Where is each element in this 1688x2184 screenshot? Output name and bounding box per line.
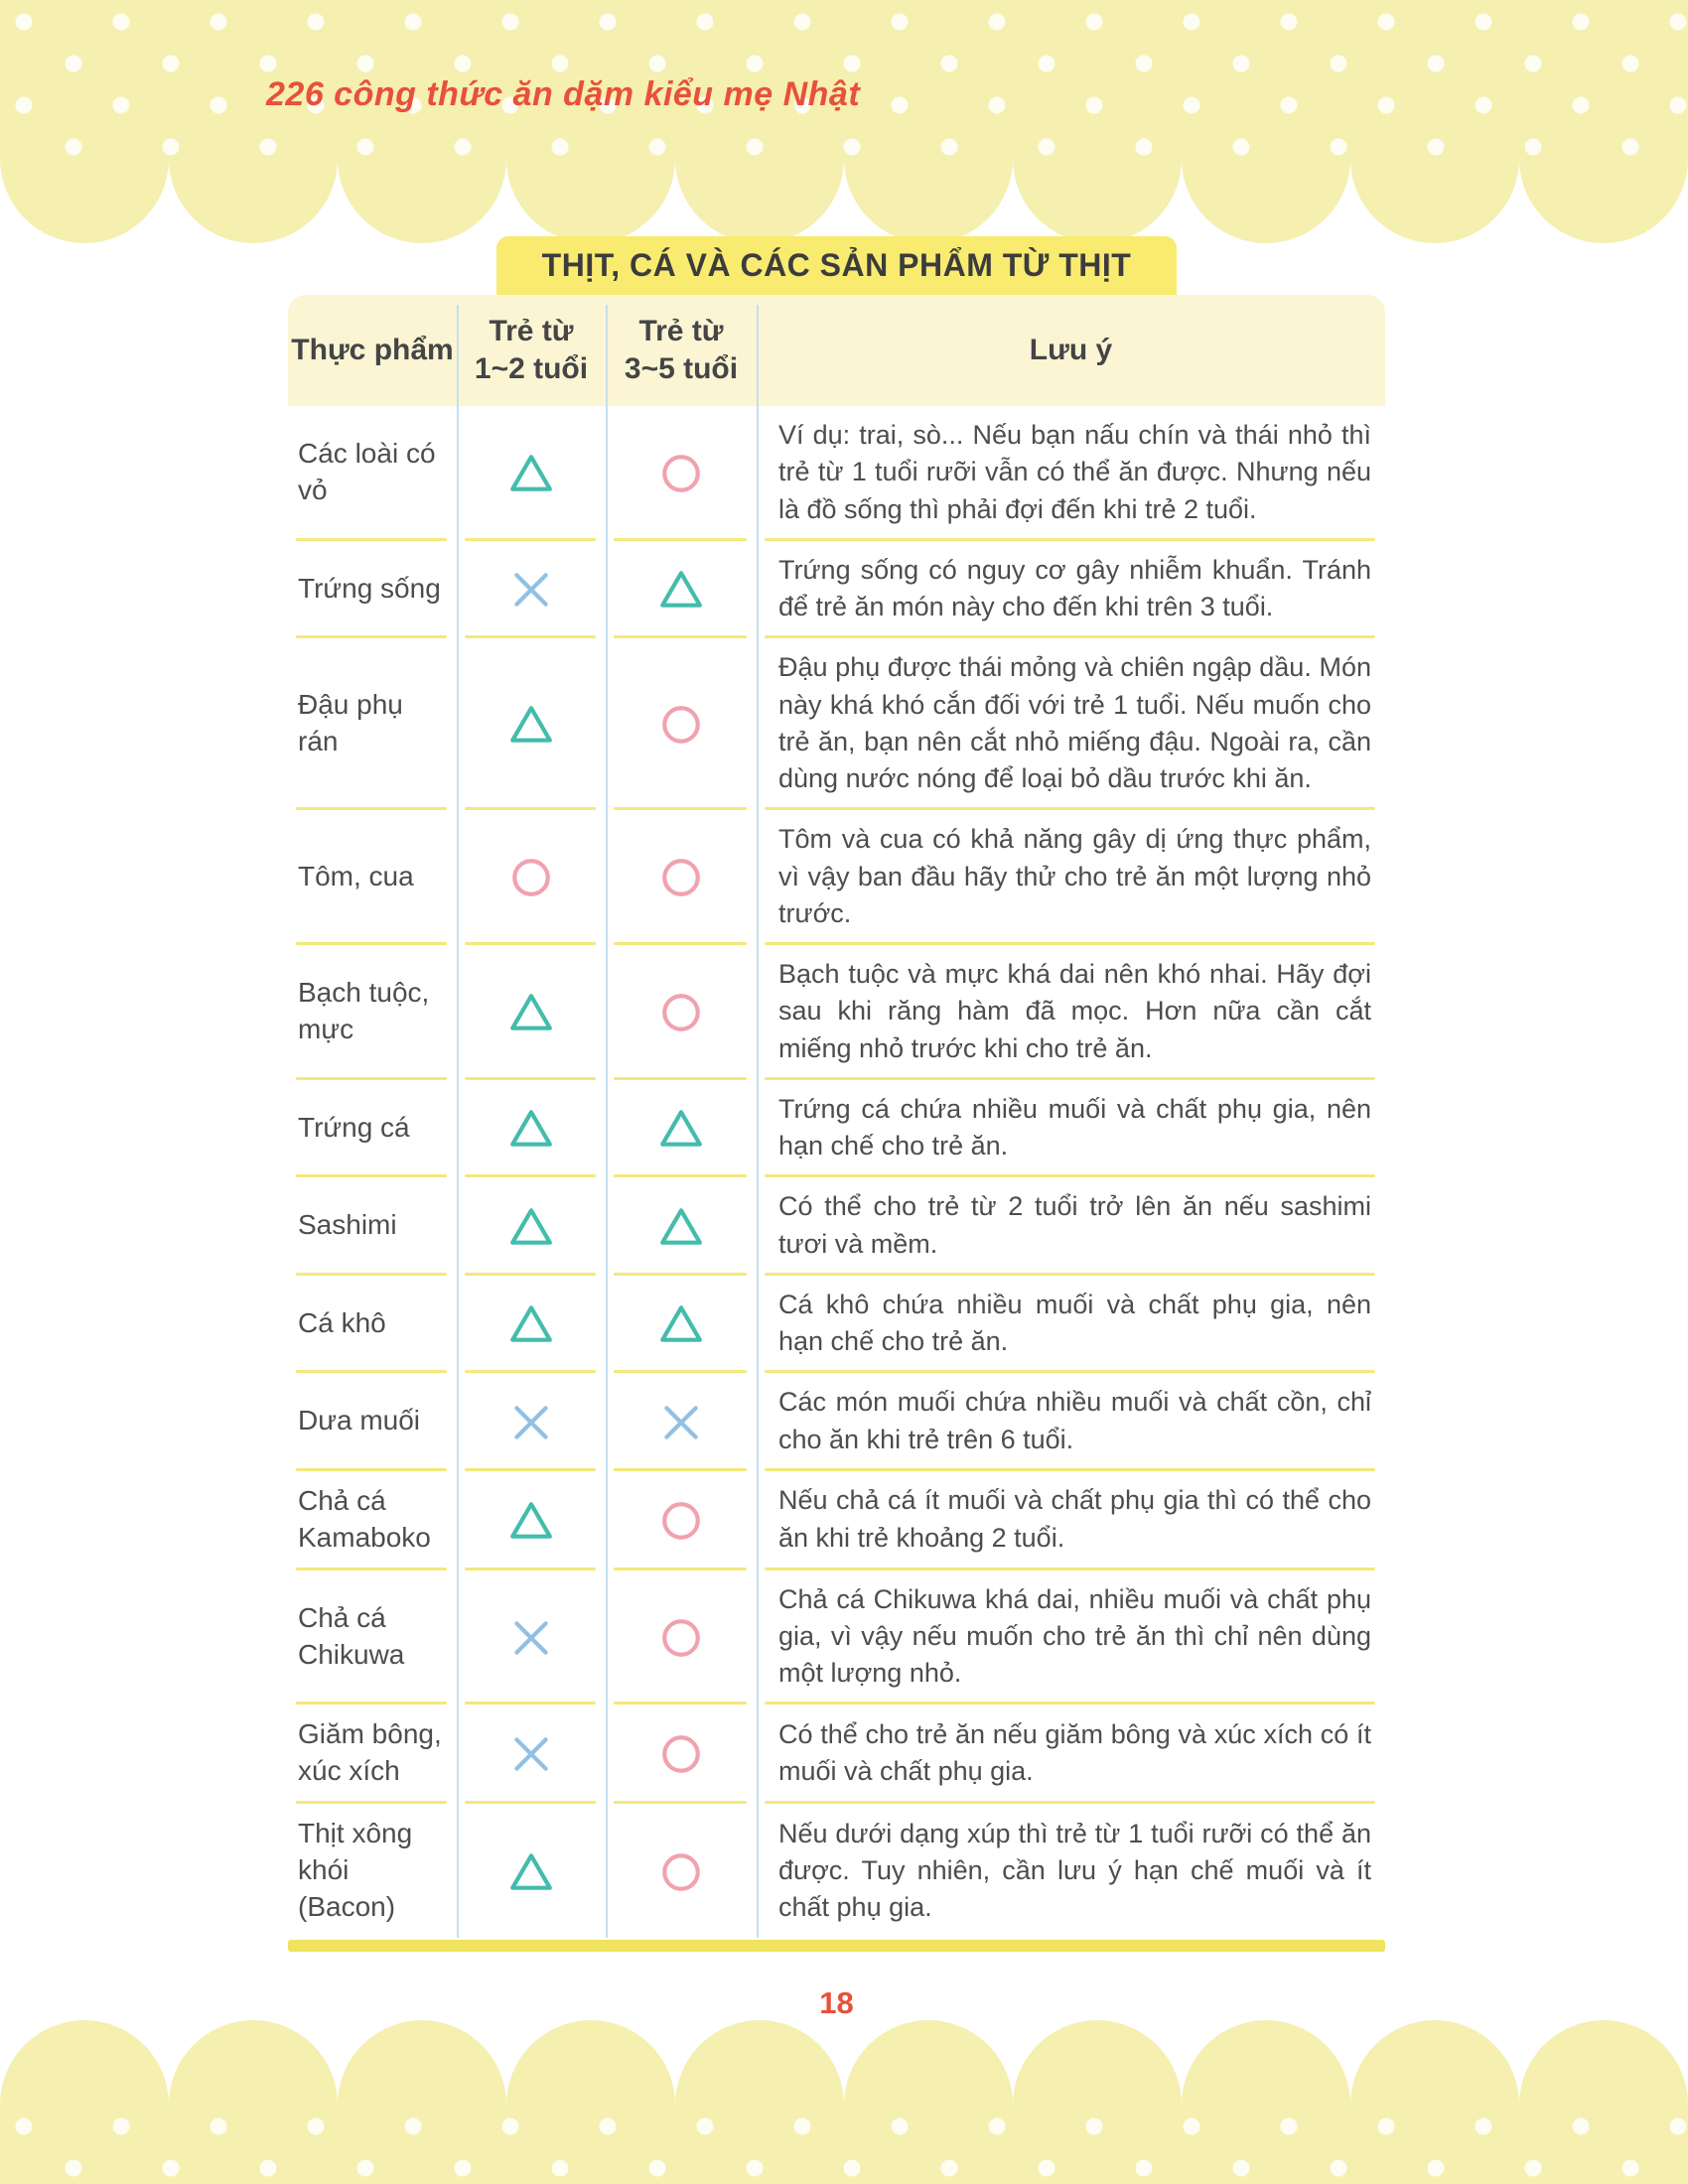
age-3-5-cell (606, 1276, 757, 1374)
column-header-age-3-5 (606, 313, 757, 389)
food-table (288, 236, 1385, 1952)
note-text: Đậu phụ được thái mỏng và chiên ngập dầu. Món này khá khó cắn đối với trẻ 1 tuổi. Nếu muốn cho trẻ ăn, bạn nên cắt nhỏ miếng đậu. Ngoài ra, cần dùng nước nóng để loại bỏ dầu trước khi ăn. (778, 652, 1371, 793)
column-header-age-1-2-line1: Trẻ từ (489, 314, 574, 347)
age-3-5-symbol (658, 1204, 704, 1250)
column-header-age-1-2-line2: 1~2 tuổi (474, 352, 589, 385)
triangle-icon (508, 1498, 554, 1544)
food-name: Bạch tuộc, mực (298, 976, 430, 1044)
food-name: Trứng cá (298, 1111, 410, 1143)
age-1-2-cell (457, 1276, 606, 1374)
note-text: Có thể cho trẻ ăn nếu giăm bông và xúc xích có ít muối và chất phụ gia. (778, 1719, 1371, 1787)
age-3-5-symbol (658, 1106, 704, 1152)
age-1-2-cell (457, 1804, 606, 1940)
age-1-2-cell (457, 406, 606, 541)
age-3-5-symbol (658, 1731, 704, 1777)
circle-icon (658, 1498, 704, 1544)
age-1-2-cell (457, 810, 606, 945)
note-cell (757, 1471, 1385, 1570)
age-3-5-symbol (658, 1849, 704, 1895)
note-cell (757, 1080, 1385, 1178)
column-header-food: Thực phẩm (291, 334, 454, 366)
food-cell (288, 638, 457, 810)
food-name: Cá khô (298, 1306, 386, 1338)
food-cell (288, 945, 457, 1080)
note-cell (757, 1276, 1385, 1374)
cross-icon (508, 567, 554, 613)
circle-icon (658, 1849, 704, 1895)
note-text: Cá khô chứa nhiều muối và chất phụ gia, nên hạn chế cho trẻ ăn. (778, 1289, 1371, 1356)
circle-icon (658, 1731, 704, 1777)
page-number: 18 (819, 1985, 854, 2020)
column-header-age-1-2 (457, 313, 606, 389)
age-3-5-cell (606, 1471, 757, 1570)
age-3-5-cell (606, 638, 757, 810)
note-cell (757, 1570, 1385, 1706)
age-3-5-symbol (658, 451, 704, 496)
age-1-2-symbol (508, 1498, 554, 1544)
age-1-2-cell (457, 541, 606, 639)
cross-icon (508, 1615, 554, 1661)
food-name: Tôm, cua (298, 860, 414, 891)
table-title: THỊT, CÁ VÀ CÁC SẢN PHẨM TỪ THỊT (496, 236, 1178, 295)
food-cell (288, 1705, 457, 1804)
food-cell (288, 1570, 457, 1706)
note-cell (757, 810, 1385, 945)
table-box (288, 295, 1385, 1952)
triangle-icon (508, 1106, 554, 1152)
column-header-notes: Lưu ý (1029, 334, 1113, 366)
food-name: Thịt xông khói (Bacon) (298, 1818, 413, 1923)
note-text: Các món muối chứa nhiều muối và chất cồn, chỉ cho ăn khi trẻ trên 6 tuổi. (778, 1387, 1371, 1454)
age-1-2-symbol (508, 1204, 554, 1250)
food-cell (288, 1276, 457, 1374)
cross-icon (508, 1400, 554, 1445)
note-cell (757, 1373, 1385, 1471)
table-row (288, 1570, 1385, 1706)
table-header-row (288, 295, 1385, 406)
age-3-5-cell (606, 406, 757, 541)
table-row (288, 1373, 1385, 1471)
age-3-5-cell (606, 1570, 757, 1706)
age-1-2-symbol (508, 1731, 554, 1777)
food-name: Sashimi (298, 1209, 397, 1241)
triangle-icon (508, 1301, 554, 1347)
age-1-2-symbol (508, 855, 554, 900)
note-text: Nếu dưới dạng xúp thì trẻ từ 1 tuổi rưỡi có thể ăn được. Tuy nhiên, cần lưu ý hạn chế muối và ít chất phụ gia. (778, 1818, 1371, 1923)
age-1-2-symbol (508, 567, 554, 613)
age-3-5-symbol (658, 1498, 704, 1544)
note-cell (757, 1705, 1385, 1804)
circle-icon (658, 1615, 704, 1661)
triangle-icon (658, 1301, 704, 1347)
circle-icon (658, 855, 704, 900)
note-text: Bạch tuộc và mực khá dai nên khó nhai. Hãy đợi sau khi răng hàm đã mọc. Hơn nữa cần cắt miếng nhỏ trước khi cho trẻ ăn. (778, 959, 1371, 1063)
age-1-2-cell (457, 638, 606, 810)
age-3-5-symbol (658, 567, 704, 613)
cross-icon (658, 1400, 704, 1445)
table-body (288, 406, 1385, 1940)
food-cell (288, 810, 457, 945)
table-row (288, 1177, 1385, 1276)
age-3-5-symbol (658, 990, 704, 1035)
age-3-5-symbol (658, 1400, 704, 1445)
note-cell (757, 406, 1385, 541)
age-1-2-cell (457, 1177, 606, 1276)
age-3-5-cell (606, 945, 757, 1080)
note-text: Có thể cho trẻ từ 2 tuổi trở lên ăn nếu sashimi tươi và mềm. (778, 1191, 1371, 1259)
age-1-2-symbol (508, 1400, 554, 1445)
age-3-5-symbol (658, 855, 704, 900)
table-row (288, 810, 1385, 945)
note-text: Tôm và cua có khả năng gây dị ứng thực phẩm, vì vậy ban đầu hãy thử cho trẻ ăn một lượng nhỏ trước. (778, 824, 1371, 928)
food-cell (288, 406, 457, 541)
age-1-2-cell (457, 1471, 606, 1570)
top-band-scallops (0, 159, 1688, 243)
food-name: Chả cá Chikuwa (298, 1601, 405, 1670)
triangle-icon (658, 567, 704, 613)
age-3-5-cell (606, 1373, 757, 1471)
book-title-header: 226 công thức ăn dặm kiểu mẹ Nhật (266, 75, 861, 113)
age-3-5-cell (606, 1177, 757, 1276)
note-text: Trứng sống có nguy cơ gây nhiễm khuẩn. Tránh để trẻ ăn món này cho đến khi trên 3 tuổi. (778, 554, 1371, 621)
food-name: Chả cá Kamaboko (298, 1484, 431, 1553)
food-name: Các loài có vỏ (298, 437, 436, 505)
food-name: Dưa muối (298, 1405, 421, 1436)
age-1-2-symbol (508, 702, 554, 748)
triangle-icon (658, 1204, 704, 1250)
age-3-5-cell (606, 1080, 757, 1178)
age-3-5-symbol (658, 702, 704, 748)
table-bottom-bar (288, 1940, 1385, 1952)
food-cell (288, 541, 457, 639)
food-name: Giăm bông, xúc xích (298, 1718, 442, 1787)
note-text: Chả cá Chikuwa khá dai, nhiều muối và chất phụ gia, vì vậy nếu muốn cho trẻ ăn thì chỉ nên dùng một lượng nhỏ. (778, 1583, 1371, 1689)
circle-icon (508, 855, 554, 900)
age-3-5-cell (606, 1705, 757, 1804)
food-cell (288, 1080, 457, 1178)
food-name: Đậu phụ rán (298, 688, 403, 756)
food-cell (288, 1471, 457, 1570)
food-name: Trứng sống (298, 572, 441, 604)
triangle-icon (508, 1849, 554, 1895)
table-row (288, 1471, 1385, 1570)
table-row (288, 406, 1385, 541)
age-1-2-symbol (508, 990, 554, 1035)
age-3-5-cell (606, 810, 757, 945)
age-3-5-cell (606, 541, 757, 639)
note-cell (757, 1177, 1385, 1276)
age-1-2-symbol (508, 1615, 554, 1661)
age-1-2-cell (457, 1080, 606, 1178)
circle-icon (658, 451, 704, 496)
age-1-2-symbol (508, 1106, 554, 1152)
triangle-icon (508, 990, 554, 1035)
triangle-icon (508, 1204, 554, 1250)
note-text: Ví dụ: trai, sò... Nếu bạn nấu chín và thái nhỏ thì trẻ từ 1 tuổi rưỡi vẫn có thể ăn được. Nhưng nếu là đồ sống thì phải đợi đến khi trẻ 2 tuổi. (778, 420, 1371, 524)
table-row (288, 1705, 1385, 1804)
age-1-2-cell (457, 1705, 606, 1804)
circle-icon (658, 702, 704, 748)
table-row (288, 1276, 1385, 1374)
column-header-age-3-5-line2: 3~5 tuổi (624, 352, 739, 385)
age-3-5-symbol (658, 1301, 704, 1347)
bottom-decorative-band (0, 2105, 1688, 2184)
age-1-2-symbol (508, 1849, 554, 1895)
food-cell (288, 1373, 457, 1471)
age-1-2-symbol (508, 451, 554, 496)
food-cell (288, 1177, 457, 1276)
triangle-icon (508, 451, 554, 496)
note-cell (757, 945, 1385, 1080)
table-row (288, 541, 1385, 639)
bottom-band-scallops (0, 2020, 1688, 2105)
table-row (288, 945, 1385, 1080)
note-text: Nếu chả cá ít muối và chất phụ gia thì có thể cho ăn khi trẻ khoảng 2 tuổi. (778, 1485, 1371, 1553)
age-1-2-symbol (508, 1301, 554, 1347)
column-header-age-3-5-line1: Trẻ từ (638, 314, 724, 347)
note-cell (757, 541, 1385, 639)
circle-icon (658, 990, 704, 1035)
triangle-icon (508, 702, 554, 748)
column-divider-2 (606, 305, 608, 1938)
food-cell (288, 1804, 457, 1940)
cross-icon (508, 1731, 554, 1777)
column-divider-1 (457, 305, 459, 1938)
note-cell (757, 1804, 1385, 1940)
age-1-2-cell (457, 1373, 606, 1471)
note-cell (757, 638, 1385, 810)
age-1-2-cell (457, 1570, 606, 1706)
age-3-5-symbol (658, 1615, 704, 1661)
age-1-2-cell (457, 945, 606, 1080)
column-divider-3 (757, 305, 759, 1938)
triangle-icon (658, 1106, 704, 1152)
note-text: Trứng cá chứa nhiều muối và chất phụ gia, nên hạn chế cho trẻ ăn. (778, 1093, 1371, 1160)
table-row (288, 1080, 1385, 1178)
table-row (288, 1804, 1385, 1940)
age-3-5-cell (606, 1804, 757, 1940)
table-row (288, 638, 1385, 810)
